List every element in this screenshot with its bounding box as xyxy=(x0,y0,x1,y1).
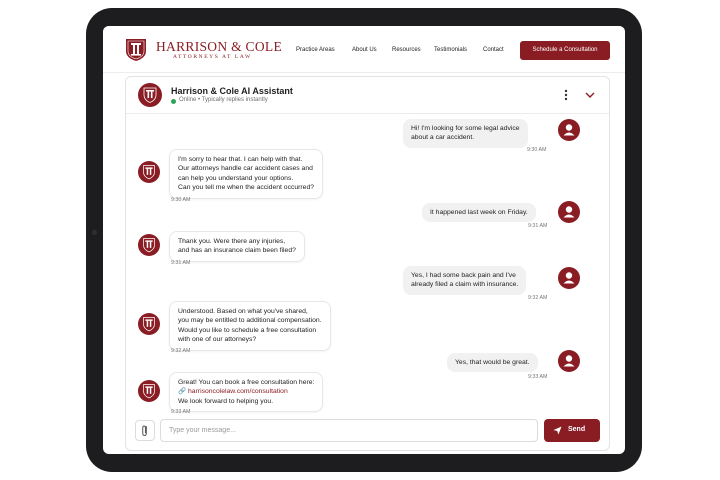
bot-message xyxy=(169,149,323,199)
message-line: Great! You can book a free consultation here: xyxy=(178,379,315,386)
bot-message xyxy=(169,372,323,412)
message-time: 9:33 AM xyxy=(528,374,548,380)
paper-plane-icon xyxy=(553,426,562,435)
message-line: Can you tell me when the accident occurred? xyxy=(178,184,315,192)
message-line: with one of our attorneys? xyxy=(178,336,257,344)
message-line: Hi! I'm looking for some legal advice xyxy=(411,125,520,132)
link-icon: 🔗 xyxy=(178,388,187,396)
send-label: Send xyxy=(568,426,586,433)
message-time: 9:32 AM xyxy=(171,348,191,354)
message-line: We look forward to helping you. xyxy=(178,397,274,405)
consultation-link-text[interactable]: harrisoncolelaw.com/consultation xyxy=(187,388,288,396)
message-line: about a car accident. xyxy=(411,134,475,142)
message-line: Would you like to schedule a free consultation xyxy=(178,326,317,334)
message-time: 9:33 AM xyxy=(171,409,191,415)
consultation-link[interactable] xyxy=(178,387,314,396)
nav-contact[interactable]: Contact xyxy=(483,47,504,53)
chat-header xyxy=(126,77,610,114)
message-line: Thank you. Were there any injuries, xyxy=(178,238,286,245)
assistant-name: Harrison & Cole AI Assistant xyxy=(171,86,293,96)
nav-about-us[interactable]: About Us xyxy=(352,47,377,53)
message-input[interactable] xyxy=(160,419,538,442)
chat-panel xyxy=(125,76,610,451)
brand-name[interactable]: HARRISON & COLE xyxy=(156,39,283,54)
message-line: and has an insurance claim been filed? xyxy=(178,247,296,255)
user-message xyxy=(447,353,538,372)
camera-dot xyxy=(92,230,97,235)
message-time: 9:31 AM xyxy=(171,260,191,266)
attach-button[interactable] xyxy=(135,420,155,441)
message-time: 9:32 AM xyxy=(528,295,548,301)
bot-message xyxy=(169,231,305,262)
kebab-menu-icon[interactable] xyxy=(562,88,570,102)
message-time: 9:30 AM xyxy=(527,147,547,153)
message-line: can help you understand your options. xyxy=(178,174,294,182)
nav-resources[interactable]: Resources xyxy=(392,47,421,53)
message-line: Yes, that would be great. xyxy=(455,359,530,366)
shield-pillar-icon xyxy=(138,161,160,183)
message-line: Understood. Based on what you've shared, xyxy=(178,308,308,315)
nav-practice-areas[interactable]: Practice Areas xyxy=(296,47,335,53)
online-status-dot xyxy=(171,99,176,104)
message-time: 9:31 AM xyxy=(528,223,548,229)
user-message xyxy=(403,119,528,148)
user-icon xyxy=(558,201,580,223)
user-icon xyxy=(558,267,580,289)
send-button[interactable] xyxy=(544,419,600,442)
shield-pillar-icon[interactable] xyxy=(125,38,147,62)
assistant-status: Online • Typically replies instantly xyxy=(179,97,268,103)
message-line: you may be entitled to additional compensation. xyxy=(178,317,322,325)
shield-pillar-icon xyxy=(138,83,162,107)
bot-message xyxy=(169,301,331,351)
screen xyxy=(103,26,625,454)
shield-pillar-icon xyxy=(138,380,160,402)
message-line: I'm sorry to hear that. I can help with that. xyxy=(178,156,303,163)
shield-pillar-icon xyxy=(138,313,160,335)
chevron-down-icon[interactable] xyxy=(584,89,596,101)
site-header xyxy=(103,26,625,73)
message-line: Yes, I had some back pain and I've xyxy=(411,272,516,279)
schedule-consultation-button[interactable]: Schedule a Consultation xyxy=(520,41,610,60)
message-line: It happened last week on Friday. xyxy=(430,209,528,216)
user-message xyxy=(422,203,536,222)
brand-tagline: ATTORNEYS AT LAW xyxy=(173,54,252,60)
user-message xyxy=(403,266,526,295)
nav-testimonials[interactable]: Testimonials xyxy=(434,47,468,53)
user-icon xyxy=(558,119,580,141)
paperclip-icon xyxy=(136,421,154,440)
message-line: already filed a claim with insurance. xyxy=(411,281,519,289)
shield-pillar-icon xyxy=(138,234,160,256)
message-time: 9:30 AM xyxy=(171,197,191,203)
message-line: Our attorneys handle car accident cases and xyxy=(178,165,313,173)
user-icon xyxy=(558,350,580,372)
